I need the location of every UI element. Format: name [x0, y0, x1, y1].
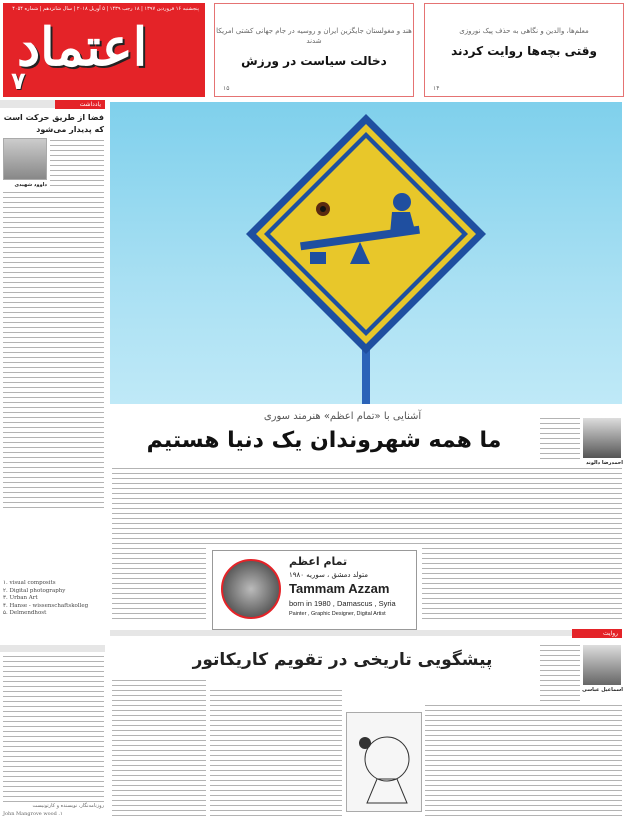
body-text: [425, 705, 622, 818]
section-label: روایت: [572, 629, 622, 638]
seesaw-sign-illustration: [110, 102, 622, 404]
body-text: [50, 140, 104, 188]
section2-headline[interactable]: پیشگویی تاریخی در تقویم کاریکاتور: [192, 650, 493, 670]
teaser-page: ۱۴: [433, 85, 440, 92]
section-label-bar: [110, 630, 622, 636]
teaser-headline: دخالت سیاست در ورزش: [241, 54, 387, 68]
date-line: پنجشنبه ۱۶ فروردین ۱۳۹۷ | ۱۸ رجب ۱۴۳۹ | ۵ آوریل ۲۰۱۸ | سال شانزدهم | شماره ۴۰۵۴: [12, 6, 199, 12]
body-text: [3, 656, 104, 802]
body-text: [112, 680, 206, 818]
page-number: ۷: [11, 67, 26, 95]
body-text: [540, 418, 580, 460]
feature-headline[interactable]: ما همه شهروندان یک دنیا هستیم: [146, 428, 502, 453]
artist-roles: Painter , Graphic Designer, Digital Artist: [289, 611, 386, 617]
body-text: [422, 548, 622, 620]
body-text: [540, 645, 580, 705]
list-item: ۲. Digital photography: [3, 587, 66, 594]
author-photo: [3, 138, 47, 180]
newspaper-logo: اعتماد: [17, 17, 148, 78]
sidebar-headline[interactable]: فضا از طریق حرکت است که پدیدار می‌شود: [3, 113, 104, 134]
artist-born-fa: متولد دمشق ، سوریه ۱۹۸۰: [289, 571, 369, 579]
teaser-sport[interactable]: [214, 3, 414, 97]
artist-born-en: born in 1980 , Damascus , Syria: [289, 599, 396, 608]
teaser-headline: وقتی بچه‌ها روایت کردند: [451, 44, 597, 58]
artist-name-fa: تمام اعظم: [289, 555, 348, 568]
list-item: ۱. visual composits: [3, 580, 56, 586]
divider: [0, 645, 105, 652]
body-text: [112, 468, 622, 546]
artist-info-box: [212, 550, 417, 630]
teaser-sub: معلم‌ها، والدین و نگاهی به حذف پیک نوروزی: [459, 27, 589, 35]
reference-list: [3, 580, 103, 618]
teaser-education[interactable]: [424, 3, 624, 97]
sidebar-label: یادداشت: [55, 100, 105, 109]
cartoon-illustration: [346, 712, 422, 812]
list-item: ۵. Delmendhost: [3, 610, 47, 616]
teaser-page: ۱۵: [223, 85, 230, 92]
author-photo: [583, 418, 621, 458]
author-photo: [583, 645, 621, 685]
author-name: اسماعیل عباسی: [582, 687, 623, 693]
sidebar-label-bar: [0, 100, 105, 108]
author-name: داوود شهیدی: [14, 182, 47, 188]
footer-note: روزنامه‌نگار، نویسنده و کارتونیست: [32, 803, 104, 809]
footer-note-en: John Mangrove wood .۱: [3, 811, 63, 817]
body-text: [112, 548, 206, 620]
author-name: احمدرضا دالوند: [586, 460, 623, 466]
list-item: ۳. Urban Art: [3, 595, 38, 601]
masthead-logo[interactable]: [3, 3, 205, 97]
artist-name-en: Tammam Azzam: [289, 581, 390, 596]
teaser-sub: هند و مغولستان جایگزین ایران و روسیه در جام جهانی کشتی امریکا شدند: [216, 27, 412, 45]
body-text: [3, 192, 104, 512]
feature-kicker: آشنایی با «تمام اعظم» هنرمند سوری: [263, 411, 422, 422]
artist-photo: [221, 559, 281, 619]
list-item: ۴. Hanse - wissenschaftskolleg: [3, 602, 89, 609]
main-photo: [110, 102, 622, 404]
body-text: [210, 690, 342, 818]
